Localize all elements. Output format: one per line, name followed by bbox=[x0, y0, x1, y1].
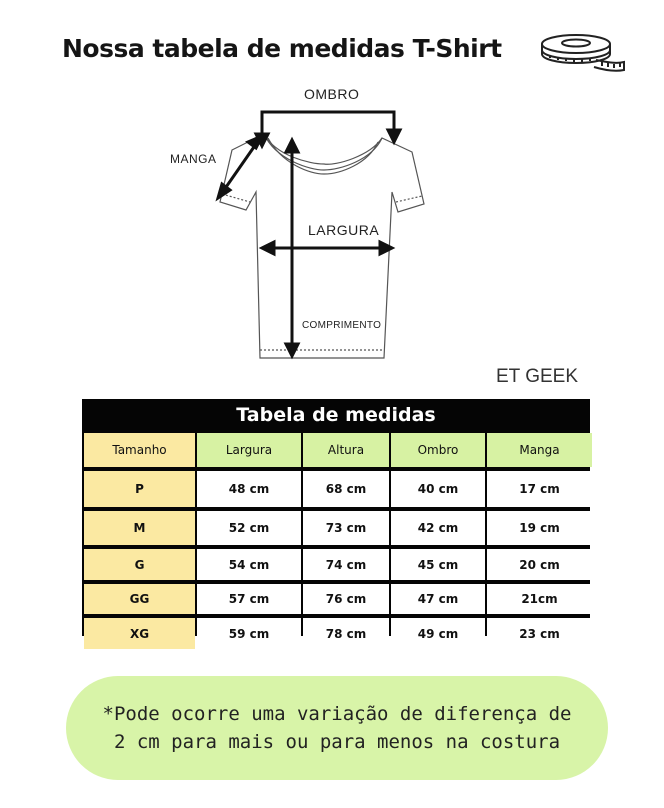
label-comprimento: COMPRIMENTO bbox=[302, 320, 382, 331]
table-cell: 57 cm bbox=[197, 584, 301, 614]
size-cell: GG bbox=[84, 584, 195, 614]
table-cell: 23 cm bbox=[487, 618, 592, 649]
size-cell: XG bbox=[84, 618, 195, 649]
table-cell: 42 cm bbox=[391, 511, 485, 545]
table-cell: 20 cm bbox=[487, 549, 592, 580]
size-cell: G bbox=[84, 549, 195, 580]
size-table bbox=[82, 399, 590, 641]
table-cell: 74 cm bbox=[303, 549, 389, 580]
table-grid bbox=[82, 431, 590, 641]
header-cell: Manga bbox=[487, 433, 592, 467]
header-cell: Largura bbox=[197, 433, 301, 467]
table-cell: 40 cm bbox=[391, 471, 485, 507]
table-cell: 47 cm bbox=[391, 584, 485, 614]
table-cell: 68 cm bbox=[303, 471, 389, 507]
table-cell: 59 cm bbox=[197, 618, 301, 649]
table-cell: 19 cm bbox=[487, 511, 592, 545]
header-cell: Tamanho bbox=[84, 433, 195, 467]
table-cell: 73 cm bbox=[303, 511, 389, 545]
label-ombro: OMBRO bbox=[304, 86, 360, 102]
table-cell: 76 cm bbox=[303, 584, 389, 614]
table-cell: 49 cm bbox=[391, 618, 485, 649]
note-box bbox=[66, 676, 608, 780]
label-manga: MANGA bbox=[170, 152, 217, 166]
note-line: *Pode ocorre uma variação de diferença de bbox=[102, 703, 572, 725]
note-line: 2 cm para mais ou para menos na costura bbox=[113, 731, 561, 753]
header-cell: Ombro bbox=[391, 433, 485, 467]
table-cell: 78 cm bbox=[303, 618, 389, 649]
size-cell: M bbox=[84, 511, 195, 545]
table-cell: 48 cm bbox=[197, 471, 301, 507]
brand-name: ET GEEK bbox=[496, 366, 579, 387]
table-cell: 54 cm bbox=[197, 549, 301, 580]
label-largura: LARGURA bbox=[308, 222, 380, 238]
table-cell: 45 cm bbox=[391, 549, 485, 580]
note-text bbox=[66, 700, 608, 756]
size-cell: P bbox=[84, 471, 195, 507]
table-title: Tabela de medidas bbox=[82, 399, 590, 431]
table-cell: 21cm bbox=[487, 584, 592, 614]
table-cell: 52 cm bbox=[197, 511, 301, 545]
page-title: Nossa tabela de medidas T-Shirt bbox=[62, 34, 502, 63]
header-cell: Altura bbox=[303, 433, 389, 467]
measuring-tape-icon bbox=[536, 30, 628, 76]
table-cell: 17 cm bbox=[487, 471, 592, 507]
